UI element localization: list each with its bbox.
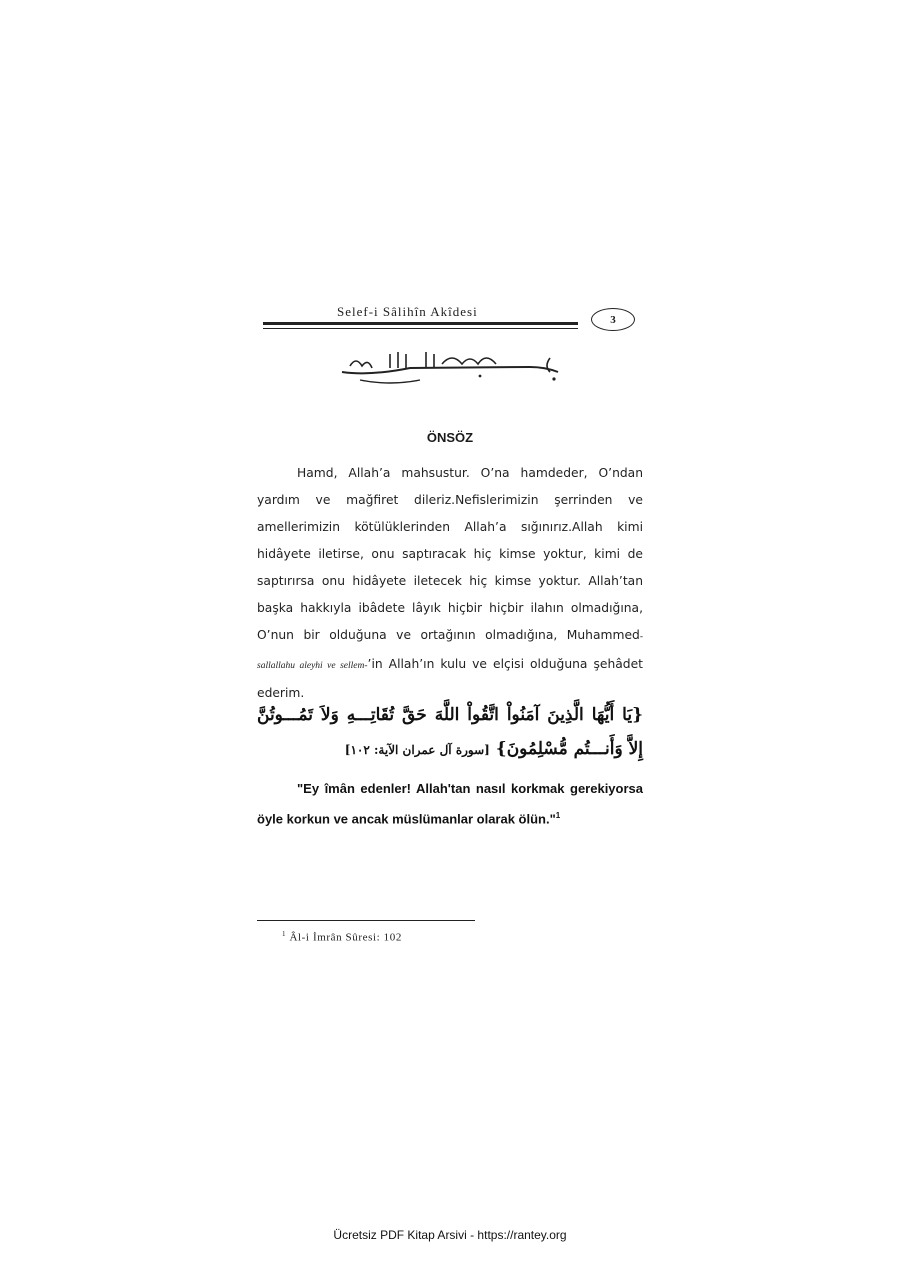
ayah-reference: [سورة آل عمران الآية: ١٠٢] <box>344 743 490 757</box>
page-number-badge <box>591 308 635 331</box>
footnote-rule <box>257 920 475 921</box>
footnote-text: Âl-i İmrân Sûresi: 102 <box>289 931 402 944</box>
paragraph-main: Hamd, Allah’a mahsustur. O’na hamdeder, O’ndan yardım ve mağfiret dileriz.Nefislerimizin şerrinden ve amellerimizin kötülüklerinden Allah’a sığınırız.Allah kimi hidâyete iletirse, onu saptıracak hiç kimse yoktur, kimi de saptırırsa onu hidâyete iletecek hiç kimse yoktur. Allah’tan başka hakkıyla ibâdete lâyık hiçbir hiçbir ilahın olmadığına, O’nun bir olduğuna ve ortağının olmadığına, Muhammed <box>257 466 643 642</box>
quran-verse <box>257 698 643 767</box>
body-paragraph <box>257 460 643 707</box>
footnote-ref: 1 <box>555 811 561 820</box>
ayah-text: {يَا أَيُّهَا الَّذِينَ آمَنُواْ اتَّقُواْ اللَّهَ حَقَّ تُقَاتِـــهِ وَلاَ تَمُـــوتُنَّ إِلاَّ وَأَنـــتُم مُّسْلِمُونَ} <box>257 705 643 759</box>
page-footer: Ücretsiz PDF Kitap Arsivi - https://rantey.org <box>333 1228 567 1242</box>
paragraph-end: ’in Allah’ın kulu ve elçisi olduğuna şehâdet ederim. <box>257 657 643 700</box>
header-rule-thick <box>263 322 578 325</box>
page-number: 3 <box>610 313 616 326</box>
verse-translation <box>257 775 643 832</box>
header-rule-thin <box>263 328 578 329</box>
footnote <box>282 930 402 944</box>
basmala-calligraphy <box>330 346 570 386</box>
running-header-title: Selef-i Sâlihîn Akîdesi <box>337 304 478 319</box>
salawat-note: -sallallahu aleyhi ve sellem- <box>257 632 643 671</box>
section-title: ÖNSÖZ <box>426 430 474 445</box>
translation-text: "Ey îmân edenler! Allah'tan nasıl korkmak gerekiyorsa öyle korkun ve ancak müslümanlar olarak ölün." <box>257 781 643 827</box>
footnote-marker: 1 <box>282 930 287 938</box>
